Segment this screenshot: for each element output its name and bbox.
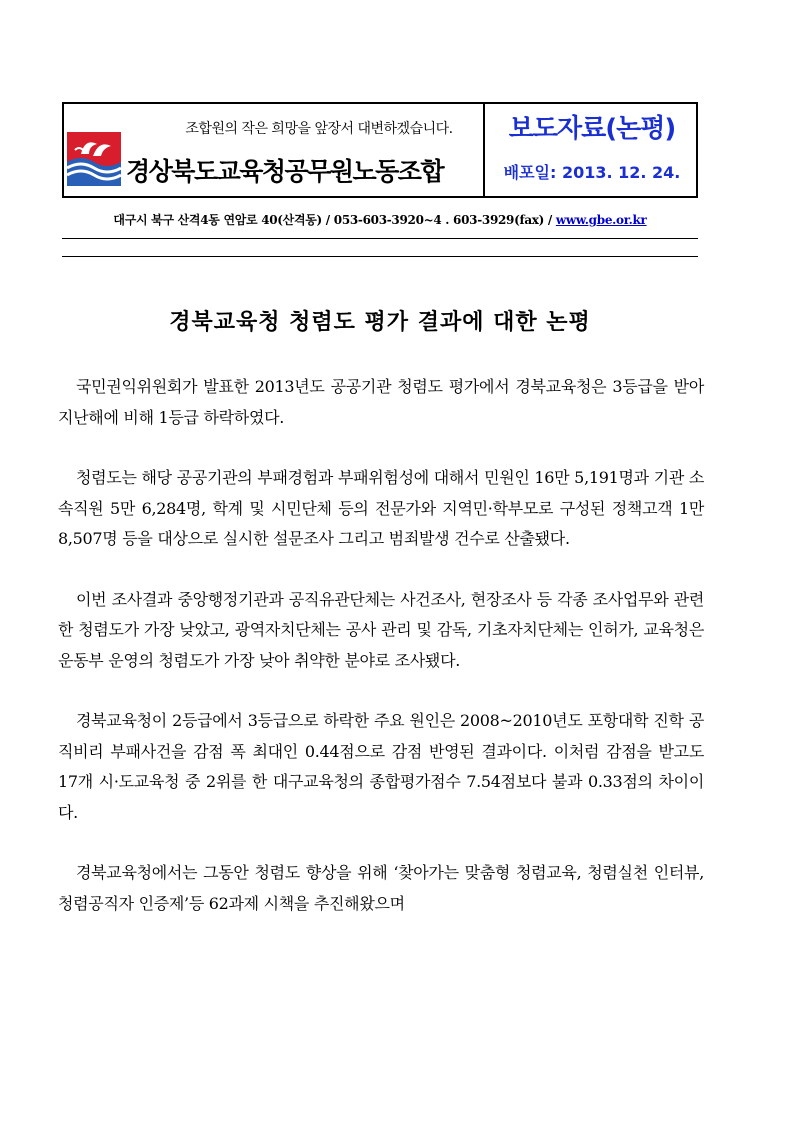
paragraph: 이번 조사결과 중앙행정기관과 공직유관단체는 사건조사, 현장조사 등 각종 조사업무와 관련한 청렴도가 가장 낮았고, 광역자치단체는 공사 관리 및 감독, 기초자치단체는 인허가, 교육청은 운동부 운영의 청렴도가 가장 낮아 취약한 분야로 조사됐다. — [58, 589, 704, 670]
union-name: 경상북도교육청공무원노동조합 — [126, 157, 444, 186]
document-title: 경북교육청 청렴도 평가 결과에 대한 논평 — [169, 309, 591, 335]
release-date: 배포일: 2013. 12. 24. — [503, 163, 681, 182]
document-body — [58, 372, 704, 949]
paragraph: 경북교육청이 2등급에서 3등급으로 하락한 주요 원인은 2008~2010년도 포항대학 진학 공직비리 부패사건을 감점 폭 최대인 0.44점으로 감점 반영된 결과이다. 이처럼 감점을 받고도 17개 시·도교육청 중 2위를 한 대구교육청의 종합평가점수 7.54점보다 불과 0.33점의 차이이다. — [58, 711, 704, 822]
paragraph: 청렴도는 해당 공공기관의 부패경험과 부패위험성에 대해서 민원인 16만 5,191명과 기관 소속직원 5만 6,284명, 학계 및 시민단체 등의 전문가와 지역민·학부모로 구성된 정책고객 1만 8,507명 등을 대상으로 실시한 설문조사 그리고 범죄발생 건수로 산출됐다. — [58, 468, 704, 548]
divider-line-top — [62, 238, 698, 239]
union-slogan: 조합원의 작은 희망을 앞장서 대변하겠습니다. — [185, 121, 453, 137]
divider-line-bottom — [62, 256, 698, 257]
contact-info — [62, 211, 698, 228]
paragraph: 경북교육청에서는 그동안 청렴도 향상을 위해 ‘찾아가는 맞춤형 청렴교육, 청렴실천 인터뷰, 청렴공직자 인증제’등 62과제 시책을 추진해왔으며 — [58, 863, 704, 913]
address-text: 대구시 북구 산격4동 연암로 40(산격동) / 053-603-3920~4 . 603-3929(fax) / — [113, 213, 556, 227]
union-logo-icon — [67, 132, 121, 186]
press-release-title: 보도자료(논평) — [508, 114, 676, 144]
press-release-header — [62, 102, 698, 198]
website-link[interactable]: www.gbe.or.kr — [555, 213, 647, 227]
header-divider — [483, 104, 485, 196]
paragraph: 국민권익위원회가 발표한 2013년도 공공기관 청렴도 평가에서 경북교육청은 3등급을 받아 지난해에 비해 1등급 하락하였다. — [58, 377, 704, 427]
